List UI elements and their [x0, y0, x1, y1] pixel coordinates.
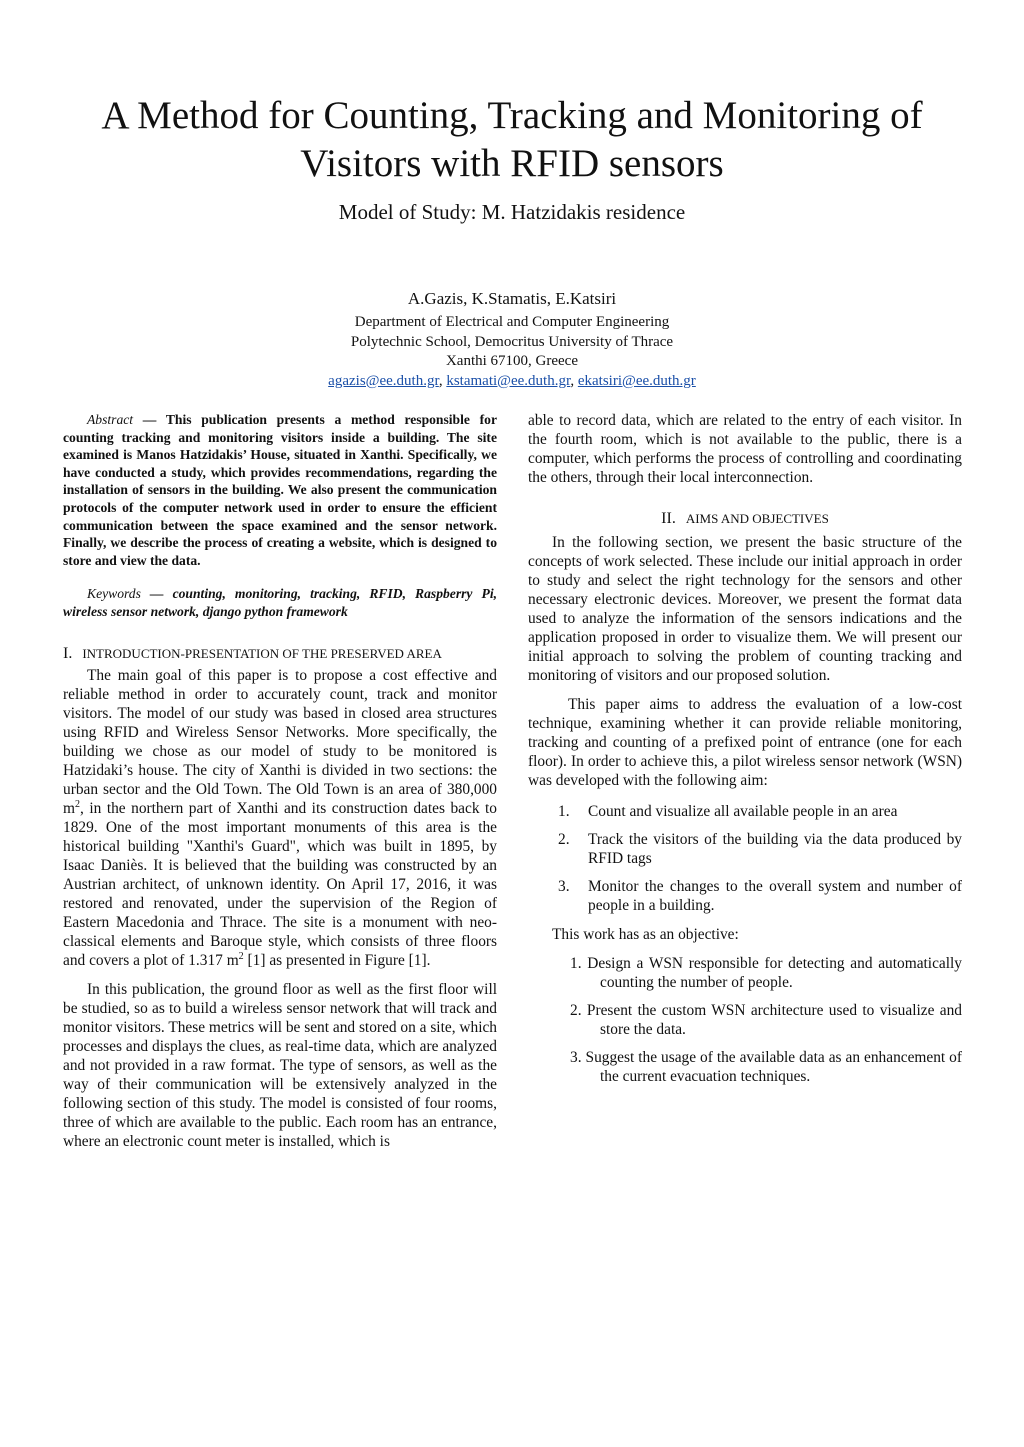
paragraph — [63, 666, 497, 970]
author-list: A.Gazis, K.Stamatis, E.Katsiri — [407, 289, 617, 308]
email-link-stamatis[interactable]: kstamati@ee.duth.gr — [446, 372, 571, 389]
objectives-list — [528, 954, 962, 1086]
list-item — [528, 877, 962, 915]
email-link-katsiri[interactable]: ekatsiri@ee.duth.gr — [577, 372, 696, 389]
superscript: 2 — [238, 950, 244, 962]
list-item: 3. Suggest the usage of the available data as an enhancement of the current evacuation techniques. — [570, 1049, 962, 1085]
section-heading-aims — [528, 509, 962, 529]
paragraph: In the following section, we present the basic structure of the concepts of work selected. These include our initial approach in order to study and select the right technology for the sensors and other necessary electronic devices. Moreover, we present the format data used to analyze the information of the sensors indications and the application proposed in order to visualize them. We will present our initial approach to solving the problem of counting tracking and monitoring of visitors and our proposed solution. — [528, 534, 962, 684]
email-separator: , — [438, 372, 447, 389]
paragraph: In this publication, the ground floor as well as the first floor will be studied, so as to build a wireless sensor network that will track and monitor visitors. These metrics will be sent and stored on a site, which processes and displays the clues, as real-time data, which are analyzed and not provided in a raw format. The type of sensors, as well as the way of their communication will be extensively analyzed in the following section of this study. The model is consisted of four rooms, three of which are available to the public. Each room has an entrance, where an electronic count meter is installed, which is — [63, 980, 497, 1150]
paragraph-text: , in the northern part of Xanthi and its construction dates back to 1829. One of the most important monuments of this area is the historical building "Xanthi's Guard", which was built in 1895, by Isaac Daniès. It is believed that the building was constructed by an Austrian architect, of unknown identity. On April 17, 2016, it was restored and renovated, under the supervision of the Region of Eastern Macedonia and Thrace. The site is a monument with neo-classical elements and Baroque style, which consists of three floors and covers a plot of 1.317 m — [63, 799, 497, 969]
abstract — [63, 411, 497, 569]
right-column — [528, 411, 962, 1095]
paragraph-text: [1] as presented in Figure [1]. — [243, 951, 431, 969]
email-list — [40, 372, 984, 392]
list-item: 2. Present the custom WSN architecture used to visualize and store the data. — [570, 1002, 962, 1038]
list-text: Count and visualize all available people in an area — [588, 803, 898, 820]
section-title: INTRODUCTION-PRESENTATION OF THE PRESERVED AREA — [82, 645, 442, 661]
list-item: 1. Design a WSN responsible for detecting and automatically counting the number of people. — [570, 955, 962, 991]
affiliation-department: Department of Electrical and Computer Engineering — [354, 314, 670, 330]
affiliation-address: Xanthi 67100, Greece — [445, 353, 579, 369]
abstract-text: This publication presents a method responsible for counting tracking and monitoring visitors inside a building. The site examined is Manos Hatzidakis’ House, situated in Xanthi. Specifically, we have conducted a study, which provides recommendations, regarding the installation of sensors in the building. We also present the communication protocols of the computer network used in order to ensure the efficient communication between the space examined and the sensor network. Finally, we describe the process of creating a website, which is designed to store and view the data. — [63, 412, 497, 568]
aims-list — [528, 802, 962, 915]
list-number: 1. — [558, 803, 570, 820]
list-item — [528, 802, 962, 821]
objective-intro: This work has as an objective: — [552, 926, 739, 943]
section-title: AIMS AND OBJECTIVES — [685, 511, 829, 526]
keywords-text: counting, monitoring, tracking, RFID, Raspberry Pi, wireless sensor network, django python framework — [63, 586, 497, 619]
list-text: Track the visitors of the building via the data produced by RFID tags — [588, 831, 962, 867]
superscript: 2 — [74, 798, 80, 810]
affiliation-school: Polytechnic School, Democritus University of Thrace — [350, 333, 674, 350]
email-link-gazis[interactable]: agazis@ee.duth.gr — [328, 372, 439, 389]
left-column — [63, 411, 497, 1151]
list-number: 2. — [558, 831, 570, 848]
section-number: I. — [63, 644, 73, 662]
affiliation-block — [40, 313, 984, 391]
keywords-dash: — — [140, 586, 173, 602]
section-heading-introduction — [63, 644, 497, 664]
email-separator: , — [570, 372, 578, 389]
keywords-label: Keywords — [87, 586, 141, 602]
list-item — [528, 830, 962, 868]
paragraph-continued: able to record data, which are related to the entry of each visitor. In the fourth room, which is not available to the public, there is a computer, which performs the process of controlling and coordinating the others, through their local interconnection. — [528, 412, 962, 486]
abstract-dash: — — [133, 412, 166, 427]
list-number: 3. — [558, 878, 570, 895]
paper-subtitle: Model of Study: M. Hatzidakis residence — [338, 200, 686, 224]
paragraph-text: The main goal of this paper is to propose a cost effective and reliable method in order to accurately count, track and monitor visitors. The model of our study was based in closed area structures using RFID and Wireless Sensor Networks. More specifically, the building we chose as our model of study to be monitored is Hatzidaki’s house. The city of Xanthi is divided in two sections: the urban sector and the Old Town. The Old Town is an area of 380,000 m — [63, 666, 497, 817]
keywords — [63, 585, 497, 620]
section-number: II. — [661, 510, 676, 527]
paragraph: This paper aims to address the evaluation of a low-cost technique, examining whether it can provide reliable monitoring, tracking and counting of a prefixed point of entrance (one for each floor). In order to achieve this, a pilot wireless sensor network (WSN) was developed with the following aim: — [528, 696, 962, 789]
list-text: Monitor the changes to the overall system and number of people in a building. — [588, 878, 962, 914]
paper-title: A Method for Counting, Tracking and Monitoring of Visitors with RFID sensors — [101, 94, 923, 185]
abstract-label: Abstract — [87, 412, 134, 427]
